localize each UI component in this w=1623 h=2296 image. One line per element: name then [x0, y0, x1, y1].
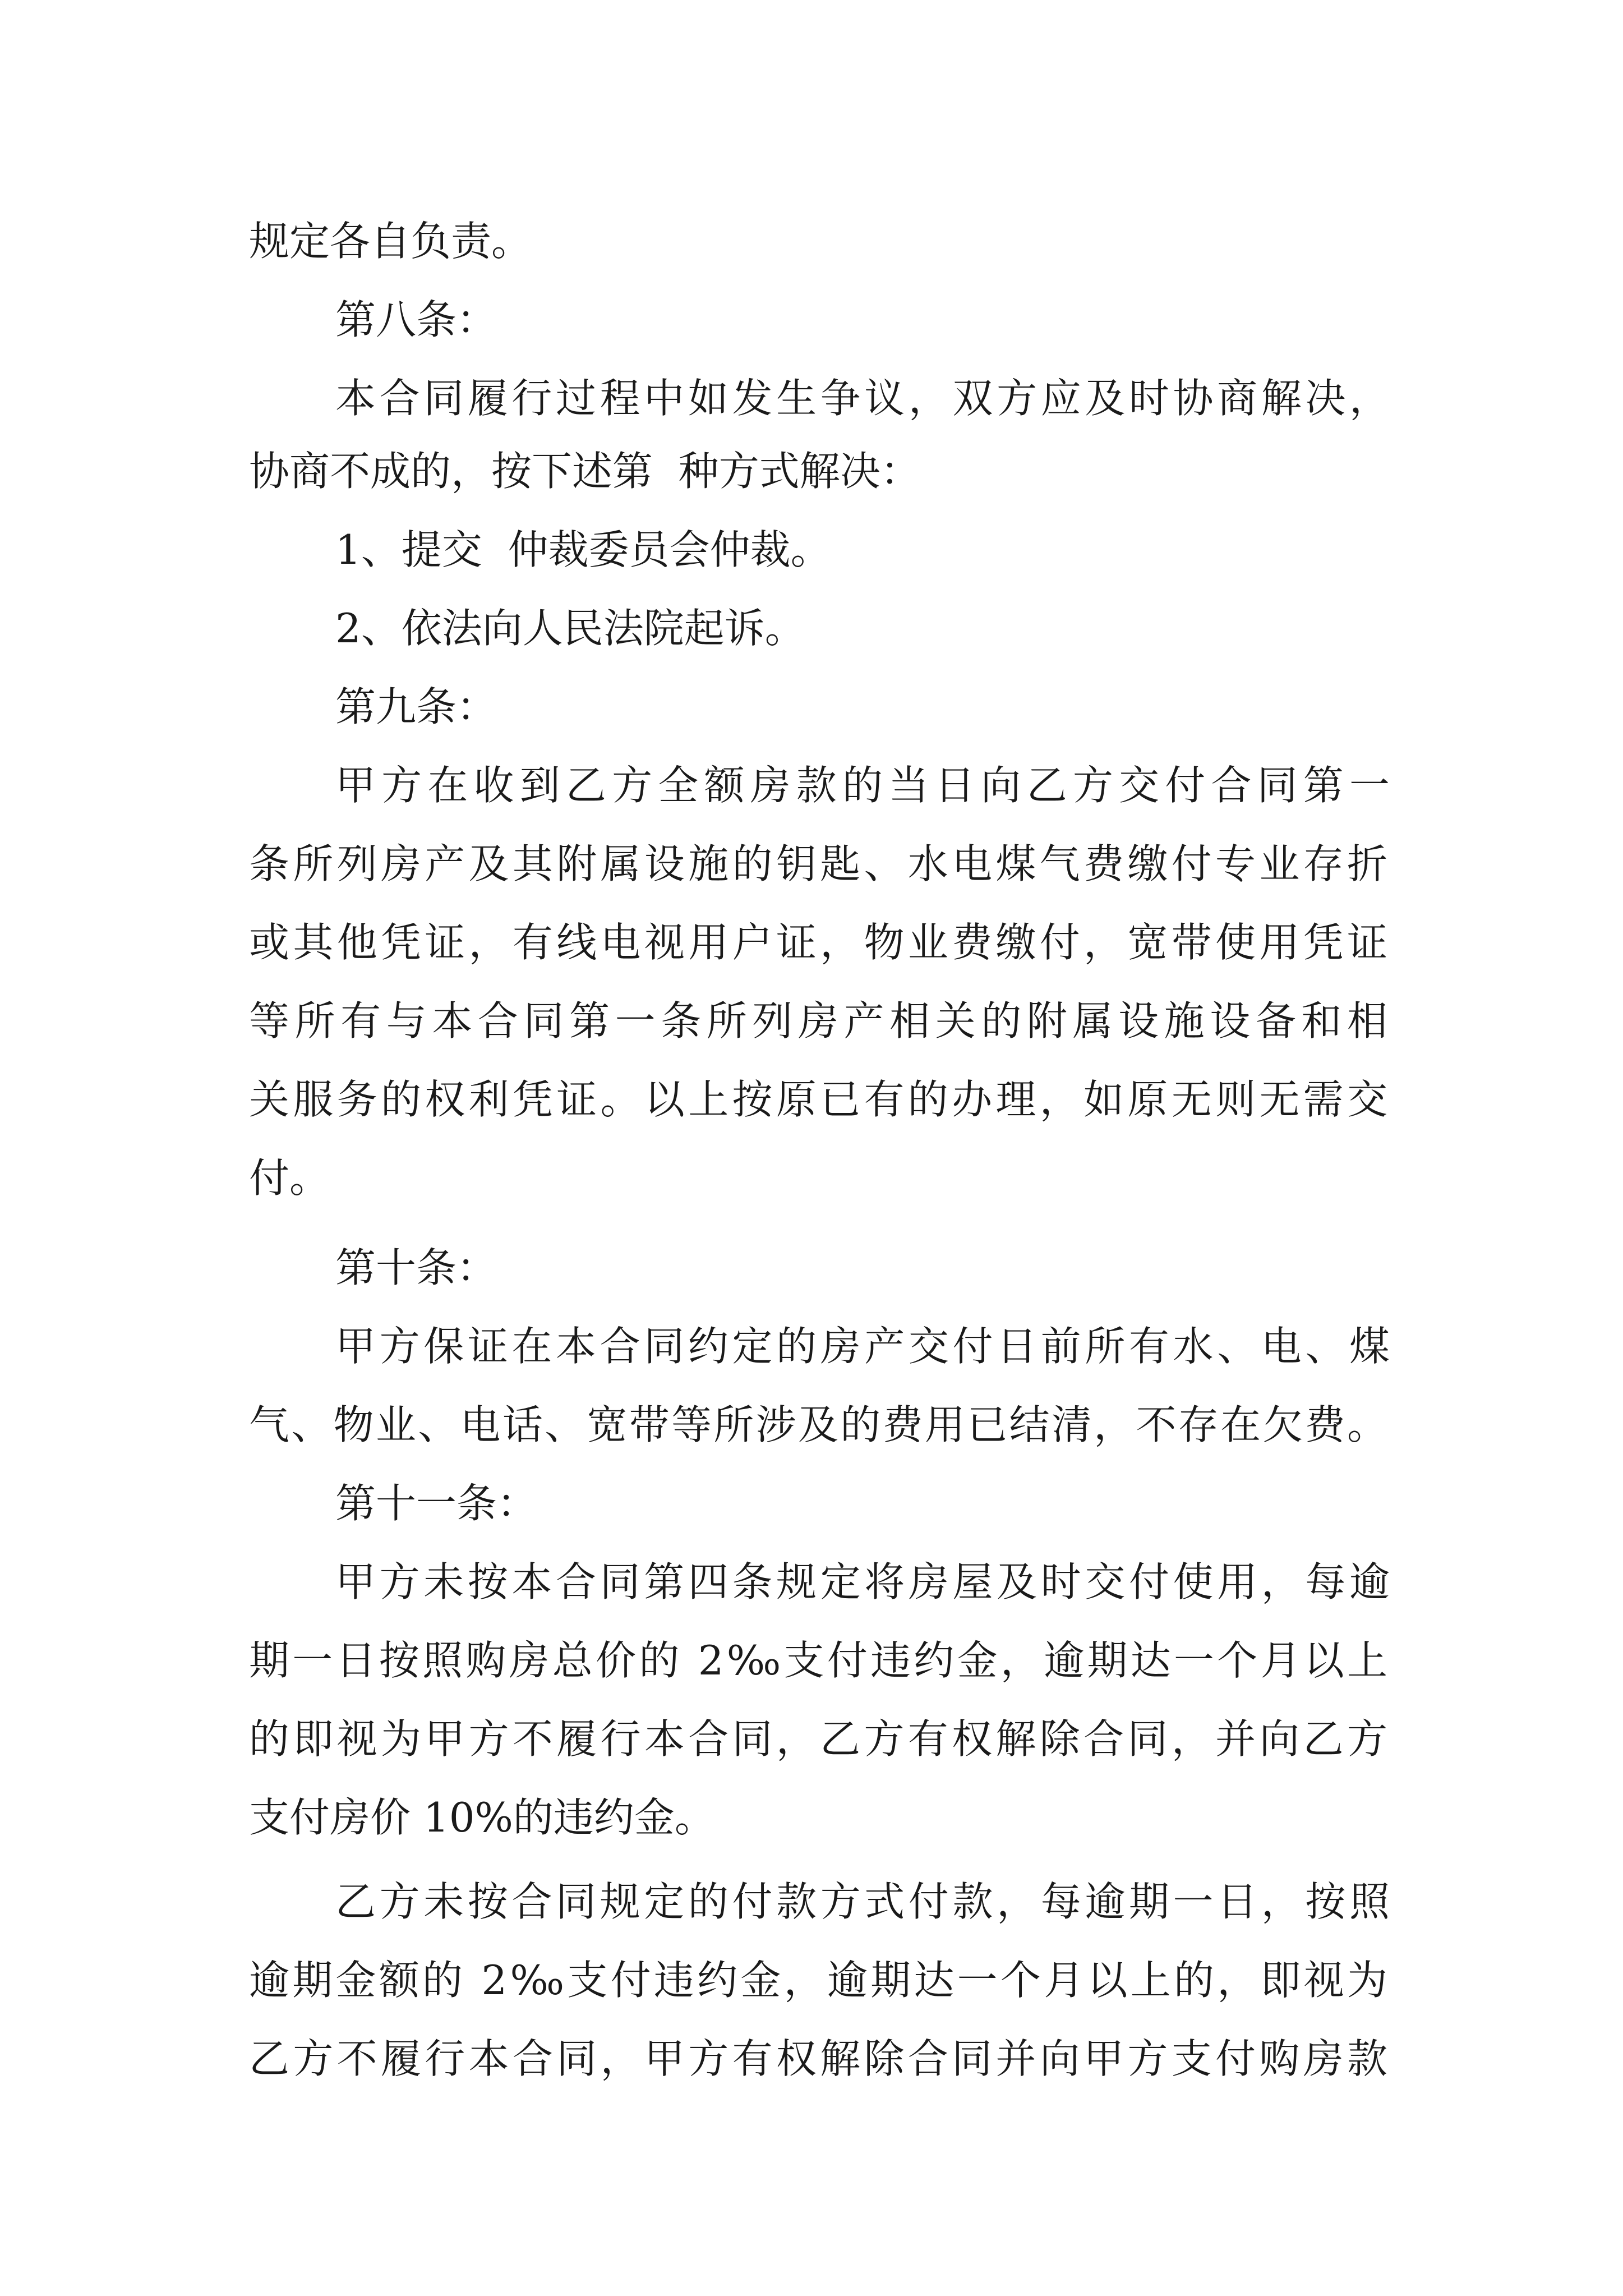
text-line-11: 等所有与本合同第一条所列房产相关的附属设施设备和相 — [249, 997, 1387, 1045]
text-line-13: 付。 — [249, 1154, 330, 1202]
text-line-20: 的即视为甲方不履行本合同，乙方有权解除合同，并向乙方 — [249, 1715, 1387, 1763]
text-line-15: 甲方保证在本合同约定的房产交付日前所有水、电、煤 — [335, 1323, 1390, 1370]
clause-heading-11: 第十一条： — [335, 1480, 538, 1527]
option-1: 1、提交 仲裁委员会仲裁。 — [335, 526, 831, 573]
text-line-10: 或其他凭证，有线电视用户证，物业费缴付，宽带使用凭证 — [249, 919, 1387, 966]
text-line-23: 逾期金额的 2‰支付违约金，逾期达一个月以上的，即视为 — [249, 1957, 1387, 2004]
text-line-16: 气、物业、电话、宽带等所涉及的费用已结清，不存在欠费。 — [249, 1401, 1387, 1448]
clause-heading-8: 第八条： — [335, 296, 497, 343]
text-line-3: 本合同履行过程中如发生争议，双方应及时协商解决， — [335, 375, 1390, 422]
text-line-8: 甲方在收到乙方全额房款的当日向乙方交付合同第一 — [335, 762, 1390, 809]
text-line-21: 支付房价 10%的违约金。 — [249, 1794, 715, 1841]
text-line-9: 条所列房产及其附属设施的钥匙、水电煤气费缴付专业存折 — [249, 840, 1387, 887]
text-line-1: 规定各自负责。 — [249, 218, 532, 265]
clause-heading-9: 第九条： — [335, 683, 497, 730]
text-line-18: 甲方未按本合同第四条规定将房屋及时交付使用，每逾 — [335, 1558, 1390, 1605]
option-2: 2、依法向人民法院起诉。 — [335, 605, 805, 652]
text-line-22: 乙方未按合同规定的付款方式付款，每逾期一日，按照 — [335, 1878, 1390, 1925]
text-line-4: 协商不成的，按下述第 种方式解决： — [249, 448, 921, 495]
text-line-19: 期一日按照购房总价的 2‰支付违约金，逾期达一个月以上 — [249, 1637, 1387, 1684]
text-line-12: 关服务的权利凭证。以上按原已有的办理，如原无则无需交 — [249, 1076, 1387, 1123]
text-line-24: 乙方不履行本合同，甲方有权解除合同并向甲方支付购房款 — [249, 2035, 1387, 2082]
clause-heading-10: 第十条： — [335, 1244, 497, 1291]
